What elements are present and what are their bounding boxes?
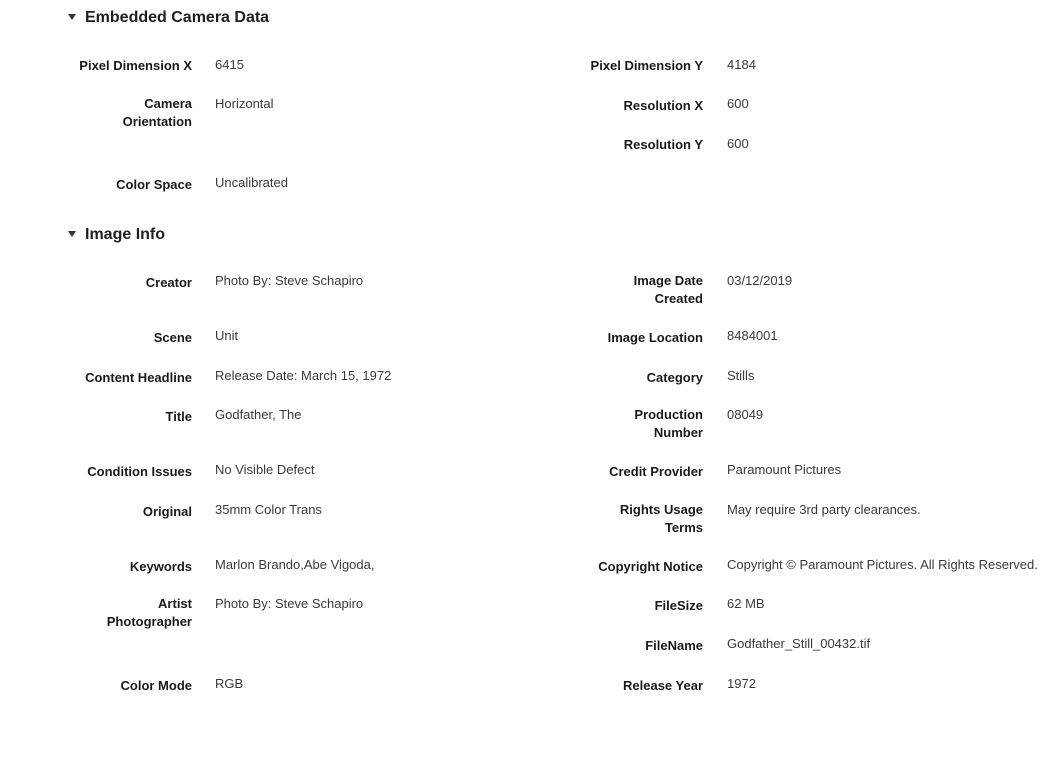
section-title: Image Info: [85, 226, 166, 243]
field-label-keywords: Keywords: [129, 559, 192, 574]
field-label-rights-usage-terms: [543, 501, 703, 537]
field-value-pixel-dimension-y: 4184: [727, 57, 756, 72]
field-value-copyright-notice: Copyright © Paramount Pictures. All Rights Reserved.: [727, 557, 1038, 572]
field-label-content-headline: Content Headline: [85, 370, 192, 385]
field-value-creator: Photo By: Steve Schapiro: [215, 273, 364, 288]
field-label-color-space: Color Space: [116, 177, 192, 192]
field-label-title: Title: [165, 409, 192, 424]
section-toggle-embedded-camera-data[interactable]: [68, 9, 269, 27]
field-value-condition-issues: No Visible Defect: [215, 462, 315, 477]
field-value-rights-usage-terms: May require 3rd party clearances.: [727, 502, 921, 517]
field-value-title: Godfather, The: [215, 407, 302, 422]
field-value-keywords: Marlon Brando,Abe Vigoda,: [215, 557, 375, 572]
field-label-camera-orientation: [70, 95, 192, 131]
label-line: Image Date: [633, 273, 703, 288]
field-value-artist-photographer: Photo By: Steve Schapiro: [215, 596, 364, 611]
field-value-scene: Unit: [215, 328, 239, 343]
field-label-copyright-notice: Copyright Notice: [598, 559, 703, 574]
field-value-category: Stills: [727, 368, 755, 383]
field-value-image-location: 8484001: [727, 328, 778, 343]
field-label-image-location: Image Location: [607, 330, 703, 345]
field-label-release-year: Release Year: [623, 678, 703, 693]
field-value-color-mode: RGB: [215, 676, 244, 691]
label-line: Photographer: [106, 614, 192, 629]
field-value-color-space: Uncalibrated: [215, 175, 288, 190]
field-label-resolution-x: Resolution X: [623, 98, 703, 113]
field-label-credit-provider: Credit Provider: [609, 464, 703, 479]
field-value-original: 35mm Color Trans: [215, 502, 322, 517]
field-value-image-date-created: 03/12/2019: [727, 273, 793, 288]
field-value-resolution-x: 600: [727, 96, 749, 111]
field-label-filesize: FileSize: [654, 598, 703, 613]
section-title: Embedded Camera Data: [85, 9, 270, 26]
field-label-production-number: [543, 406, 703, 442]
label-line: Orientation: [122, 114, 192, 129]
field-value-filename: Godfather_Still_00432.tif: [727, 636, 871, 651]
field-label-scene: Scene: [153, 330, 192, 345]
collapse-triangle-icon: [68, 231, 76, 237]
field-label-image-date-created: [543, 272, 703, 308]
field-label-creator: Creator: [145, 275, 192, 290]
label-line: Rights Usage: [619, 502, 703, 517]
field-label-filename: FileName: [645, 638, 703, 653]
label-line: Terms: [664, 520, 703, 535]
field-label-condition-issues: Condition Issues: [87, 464, 192, 479]
collapse-triangle-icon: [68, 14, 76, 20]
field-value-release-year: 1972: [727, 676, 756, 691]
field-value-credit-provider: Paramount Pictures: [727, 462, 842, 477]
label-line: Created: [654, 291, 703, 306]
field-label-category: Category: [646, 370, 703, 385]
field-value-resolution-y: 600: [727, 136, 749, 151]
field-value-camera-orientation: Horizontal: [215, 96, 274, 111]
field-label-pixel-dimension-x: Pixel Dimension X: [79, 58, 192, 73]
field-label-original: Original: [142, 504, 192, 519]
label-line: Artist: [158, 596, 192, 611]
field-value-filesize: 62 MB: [727, 596, 765, 611]
field-value-production-number: 08049: [727, 407, 764, 422]
field-label-pixel-dimension-y: Pixel Dimension Y: [590, 58, 703, 73]
label-line: Number: [653, 425, 703, 440]
field-label-color-mode: Color Mode: [120, 678, 192, 693]
field-label-resolution-y: Resolution Y: [623, 137, 703, 152]
field-label-artist-photographer: [70, 595, 192, 631]
field-value-pixel-dimension-x: 6415: [215, 57, 244, 72]
section-toggle-image-info[interactable]: [68, 226, 165, 244]
field-value-content-headline: Release Date: March 15, 1972: [215, 368, 392, 383]
label-line: Camera: [144, 96, 192, 111]
label-line: Production: [634, 407, 703, 422]
